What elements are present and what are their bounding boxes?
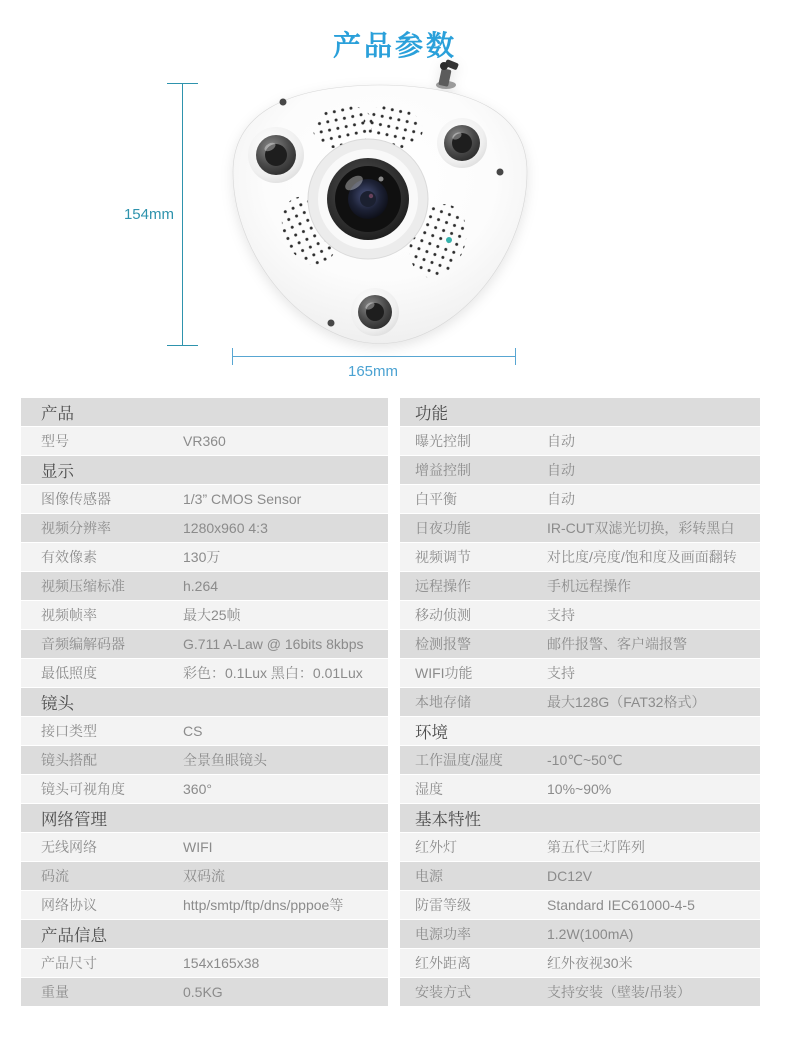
spec-label: 增益控制 bbox=[415, 462, 471, 478]
spec-value: IR-CUT双滤光切换，彩转黑白 bbox=[547, 520, 735, 536]
spec-value: 邮件报警、客户端报警 bbox=[547, 636, 687, 652]
spec-row bbox=[21, 630, 388, 658]
section-title: 网络管理 bbox=[41, 811, 107, 829]
spec-value: 全景鱼眼镜头 bbox=[183, 752, 267, 768]
spec-label: WIFI功能 bbox=[415, 665, 473, 681]
spec-label: 工作温度/湿度 bbox=[415, 752, 503, 768]
spec-label: 最低照度 bbox=[41, 665, 97, 681]
section-header-row bbox=[400, 804, 760, 832]
spec-value: 对比度/亮度/饱和度及画面翻转 bbox=[547, 549, 737, 565]
spec-row bbox=[400, 891, 760, 919]
spec-label: 码流 bbox=[41, 868, 69, 884]
spec-row bbox=[21, 659, 388, 687]
spec-value: 1.2W(100mA) bbox=[547, 926, 634, 942]
spec-value: Standard IEC61000-4-5 bbox=[547, 897, 695, 913]
spec-row bbox=[400, 630, 760, 658]
height-dimension-tick bbox=[167, 345, 198, 346]
spec-value: h.264 bbox=[183, 578, 219, 594]
section-title: 基本特性 bbox=[415, 811, 481, 829]
spec-row bbox=[400, 862, 760, 890]
spec-value: CS bbox=[183, 723, 203, 739]
spec-value: 双码流 bbox=[183, 868, 225, 884]
screw-dot bbox=[280, 99, 287, 106]
spec-row bbox=[21, 485, 388, 513]
height-dimension-line bbox=[182, 83, 183, 346]
spec-row bbox=[21, 572, 388, 600]
spec-column-left bbox=[21, 398, 388, 1007]
section-header-row bbox=[400, 717, 760, 745]
spec-row bbox=[400, 688, 760, 716]
spec-value: 最大25帧 bbox=[183, 607, 241, 623]
page-title: 产品参数 bbox=[332, 30, 457, 61]
screw-dot bbox=[497, 169, 504, 176]
spec-label: 无线网络 bbox=[41, 839, 97, 855]
spec-value: 第五代三灯阵列 bbox=[547, 839, 645, 855]
spec-label: 视频分辨率 bbox=[41, 520, 111, 536]
spec-value: VR360 bbox=[183, 433, 226, 449]
spec-label: 移动侦测 bbox=[415, 607, 471, 623]
spec-row bbox=[21, 601, 388, 629]
spec-label: 电源功率 bbox=[415, 926, 471, 942]
spec-label: 白平衡 bbox=[415, 491, 457, 507]
spec-row bbox=[400, 601, 760, 629]
spec-label: 湿度 bbox=[415, 781, 443, 797]
spec-value: 支持安装（壁装/吊装） bbox=[547, 984, 691, 1000]
spec-row bbox=[21, 717, 388, 745]
antenna-connector-icon bbox=[436, 59, 459, 89]
spec-label: 红外距离 bbox=[415, 955, 471, 971]
spec-row bbox=[21, 514, 388, 542]
spec-label: 视频压缩标准 bbox=[41, 578, 125, 594]
spec-value: -10℃~50℃ bbox=[547, 751, 623, 768]
spec-row bbox=[21, 775, 388, 803]
spec-value: 130万 bbox=[183, 549, 221, 565]
spec-row bbox=[400, 456, 760, 484]
spec-row bbox=[21, 949, 388, 977]
spec-label: 安装方式 bbox=[415, 984, 471, 1000]
spec-label: 检测报警 bbox=[415, 636, 471, 652]
spec-label: 远程操作 bbox=[415, 578, 471, 594]
ir-led-top-left bbox=[248, 127, 304, 183]
section-title: 显示 bbox=[41, 463, 74, 481]
spec-row bbox=[21, 746, 388, 774]
spec-value: http/smtp/ftp/dns/pppoe等 bbox=[183, 897, 344, 913]
section-title: 功能 bbox=[415, 405, 448, 423]
camera-product-image bbox=[225, 57, 535, 357]
spec-label: 防雷等级 bbox=[415, 897, 471, 913]
section-title: 产品 bbox=[41, 405, 74, 423]
spec-value: 手机远程操作 bbox=[547, 578, 631, 594]
spec-value: 自动 bbox=[547, 462, 575, 478]
spec-value: WIFI bbox=[183, 839, 213, 855]
spec-row bbox=[400, 659, 760, 687]
spec-value: 支持 bbox=[547, 607, 575, 623]
spec-label: 图像传感器 bbox=[41, 491, 111, 507]
spec-row bbox=[21, 543, 388, 571]
spec-label: 曝光控制 bbox=[415, 433, 471, 449]
spec-table bbox=[0, 398, 790, 1007]
spec-row bbox=[21, 978, 388, 1006]
spec-value: 自动 bbox=[547, 433, 575, 449]
spec-label: 音频编解码器 bbox=[41, 636, 125, 652]
ir-led-bottom bbox=[351, 288, 399, 336]
section-title: 环境 bbox=[415, 724, 448, 742]
spec-label: 电源 bbox=[415, 868, 443, 884]
spec-value: 1/3” CMOS Sensor bbox=[183, 491, 302, 507]
section-header-row bbox=[21, 688, 388, 716]
width-dimension-label: 165mm bbox=[347, 363, 399, 380]
spec-value: 最大128G（FAT32格式） bbox=[547, 694, 706, 710]
spec-value: 360° bbox=[183, 781, 212, 797]
spec-value: 1280x960 4:3 bbox=[183, 520, 268, 536]
height-dimension-label: 154mm bbox=[123, 206, 174, 223]
spec-row bbox=[400, 427, 760, 455]
spec-label: 接口类型 bbox=[41, 723, 97, 739]
spec-label: 日夜功能 bbox=[415, 520, 471, 536]
ir-led-top-right bbox=[437, 118, 487, 168]
spec-value: 154x165x38 bbox=[183, 955, 260, 971]
spec-value: 自动 bbox=[547, 491, 575, 507]
spec-label: 镜头搭配 bbox=[41, 752, 97, 768]
spec-label: 本地存储 bbox=[415, 694, 471, 710]
width-dimension-tick bbox=[232, 348, 233, 365]
spec-row bbox=[400, 485, 760, 513]
section-header-row bbox=[400, 398, 760, 426]
spec-row bbox=[21, 427, 388, 455]
spec-label: 有效像素 bbox=[41, 549, 97, 565]
spec-row bbox=[400, 746, 760, 774]
spec-row bbox=[21, 833, 388, 861]
spec-value: 0.5KG bbox=[183, 984, 223, 1000]
spec-row bbox=[400, 514, 760, 542]
spec-label: 镜头可视角度 bbox=[41, 781, 125, 797]
spec-value: 红外夜视30米 bbox=[547, 955, 633, 971]
spec-label: 红外灯 bbox=[415, 839, 457, 855]
spec-value: 10%~90% bbox=[547, 781, 612, 797]
section-header-row bbox=[21, 398, 388, 426]
spec-label: 产品尺寸 bbox=[41, 955, 97, 971]
spec-column-right bbox=[400, 398, 760, 1007]
spec-value: DC12V bbox=[547, 868, 593, 884]
fisheye-lens bbox=[308, 139, 428, 259]
spec-label: 网络协议 bbox=[41, 897, 97, 913]
product-figure bbox=[0, 0, 790, 395]
width-dimension-line bbox=[232, 356, 516, 357]
spec-label: 型号 bbox=[41, 433, 69, 449]
spec-row bbox=[21, 891, 388, 919]
section-header-row bbox=[21, 804, 388, 832]
spec-row bbox=[400, 833, 760, 861]
spec-label: 视频帧率 bbox=[41, 607, 97, 623]
status-led bbox=[446, 237, 452, 243]
spec-row bbox=[400, 543, 760, 571]
spec-label: 重量 bbox=[41, 984, 69, 1000]
spec-value: 彩色：0.1Lux 黑白：0.01Lux bbox=[183, 665, 363, 681]
spec-value: G.711 A-Law @ 16bits 8kbps bbox=[183, 636, 364, 652]
spec-row bbox=[21, 862, 388, 890]
spec-row bbox=[400, 572, 760, 600]
spec-row bbox=[400, 775, 760, 803]
width-dimension-tick bbox=[515, 348, 516, 365]
section-title: 镜头 bbox=[41, 695, 74, 713]
spec-value: 支持 bbox=[547, 665, 575, 681]
section-header-row bbox=[21, 456, 388, 484]
section-title: 产品信息 bbox=[41, 927, 107, 945]
height-dimension-tick bbox=[167, 83, 198, 84]
spec-row bbox=[400, 978, 760, 1006]
spec-row bbox=[400, 920, 760, 948]
screw-dot bbox=[328, 320, 335, 327]
spec-row bbox=[400, 949, 760, 977]
spec-label: 视频调节 bbox=[415, 549, 471, 565]
section-header-row bbox=[21, 920, 388, 948]
